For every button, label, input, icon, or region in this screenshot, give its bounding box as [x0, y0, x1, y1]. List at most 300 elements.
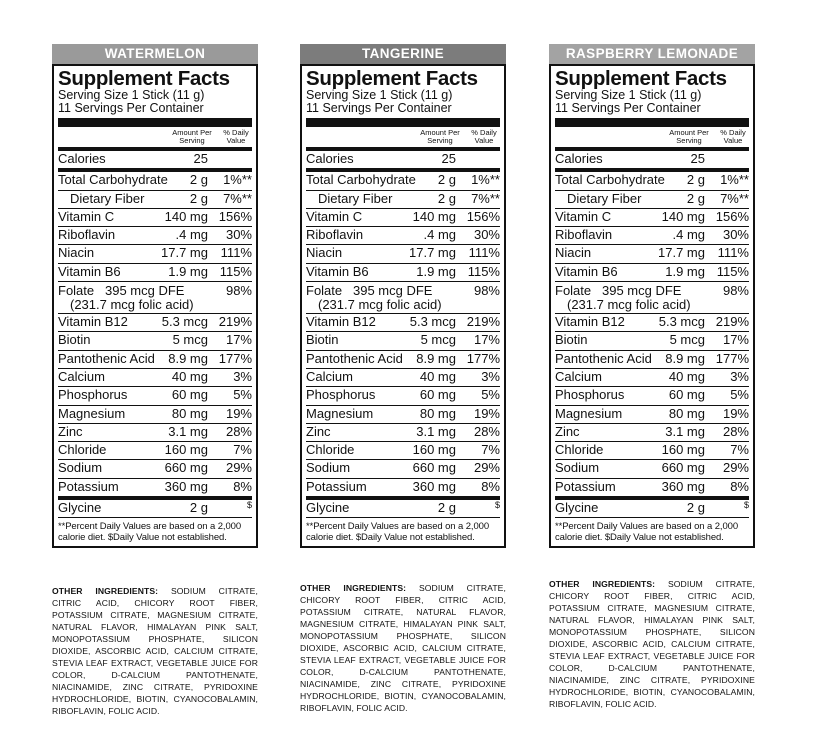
nutrient-name: [58, 500, 190, 517]
nutrient-amount: 80 mg: [419, 405, 456, 421]
daily-value-percent: 3%: [481, 368, 500, 384]
daily-value-percent: [214, 151, 252, 168]
nutrient-amount: 60 mg: [171, 387, 208, 403]
nutrient-name: [58, 172, 190, 189]
nutrient-label: Vitamin C: [306, 208, 363, 224]
amount-per-serving-header: Amount Per Serving: [669, 128, 709, 145]
nutrient-row: [306, 191, 500, 209]
nutrient-label: Sodium: [58, 460, 103, 476]
daily-value-percent: 1%**: [223, 172, 252, 188]
thick-divider: [58, 118, 252, 127]
nutrient-row: [306, 314, 500, 332]
nutrient-label: Vitamin B12: [555, 314, 625, 330]
daily-value-header: % Daily Value: [471, 128, 497, 145]
daily-value-header: % Daily Value: [720, 128, 746, 145]
nutrient-amount: 8.9 mg: [665, 350, 705, 366]
ingredients-text: SODIUM CITRATE, CITRIC ACID, CHICORY ROOT FIBER, POTASSIUM CITRATE, MAGNESIUM CITRATE, NATURAL FLAVOR, HIMALAYAN PINK SALT, MONOPOTASSIUM PHOSPHATE, SILICON DIOXIDE, ASCORBIC ACID, CALCIUM CITRATE, STEVIA LEAF EXTRACT, VEGETABLE JUICE FOR COLOR, D-CALCIUM PANTOTHENATE, NIACINAMIDE, ZINC CITRATE, PYRIDOXINE HYDROCHLORIDE, BIOTIN, CYANOCOBALAMIN, RIBOFLAVIN, FOLIC ACID.: [52, 586, 258, 716]
nutrient-amount: 1.9 mg: [168, 263, 208, 279]
nutrient-amount: 395 mcg DFE: [104, 284, 185, 299]
daily-value-percent: 7%**: [471, 190, 500, 206]
nutrient-amount: 395 mcg DFE: [352, 284, 433, 299]
nutrient-row: [58, 332, 252, 350]
nutrient-row: [58, 442, 252, 460]
daily-value-percent: 115%: [467, 263, 500, 279]
daily-value-percent: 7%**: [720, 190, 749, 206]
nutrient-name: [58, 245, 161, 262]
servings-per-container: 11 Servings Per Container: [58, 101, 204, 115]
nutrient-amount: 17.7 mg: [161, 245, 208, 261]
nutrient-name: [58, 424, 168, 441]
nutrient-label: Total Carbohydrate: [555, 172, 665, 188]
nutrient-row: [306, 500, 500, 518]
daily-value-percent: 17%: [473, 332, 500, 348]
nutrient-row: [306, 245, 500, 263]
nutrient-name: [555, 284, 711, 312]
daily-value-percent: 1%**: [720, 172, 749, 188]
nutrient-row: [58, 387, 252, 405]
nutrient-row: [58, 424, 252, 442]
nutrient-row: [555, 406, 749, 424]
nutrient-name: [306, 351, 416, 368]
nutrient-name: [555, 424, 665, 441]
nutrient-row: [555, 245, 749, 263]
nutrient-name: [555, 442, 662, 459]
nutrient-amount: 25: [193, 151, 208, 166]
nutrient-label: Phosphorus: [58, 387, 128, 403]
nutrient-row: [555, 227, 749, 245]
nutrient-name: [58, 191, 190, 208]
nutrient-name: [555, 151, 691, 168]
nutrient-label: Riboflavin: [555, 227, 613, 243]
nutrient-label: Folate: [58, 284, 95, 299]
daily-value-percent: 177%: [218, 350, 252, 366]
daily-value-percent: 111%: [468, 245, 500, 261]
nutrient-label: Calcium: [555, 368, 602, 384]
supplement-panel-raspberry-lemonade: [549, 44, 755, 548]
serving-size: Serving Size 1 Stick (11 g): [555, 88, 702, 102]
column-header: [306, 129, 500, 147]
nutrient-row: [555, 264, 749, 282]
nutrient-row: [306, 406, 500, 424]
nutrient-name: [555, 500, 687, 517]
nutrient-amount: 660 mg: [661, 460, 705, 476]
nutrient-amount: 2 g: [189, 172, 208, 188]
serving-size: Serving Size 1 Stick (11 g): [306, 88, 453, 102]
ingredients-text: SODIUM CITRATE, CHICORY ROOT FIBER, CITRIC ACID, POTASSIUM CITRATE, MAGNESIUM CITRATE, NATURAL FLAVOR, HIMALAYAN PINK SALT, MONOPOTASSIUM PHOSPHATE, SILICON DIOXIDE, ASCORBIC ACID, CALCIUM CITRATE, STEVIA LEAF EXTRACT, VEGETABLE JUICE FOR COLOR, D-CALCIUM PANTOTHENATE, NIACINAMIDE, ZINC CITRATE, PYRIDOXINE HYDROCHLORIDE, BIOTIN, CYANOCOBALAMIN, RIBOFLAVIN, FOLIC ACID.: [549, 579, 755, 709]
nutrient-row: [306, 442, 500, 460]
nutrient-row: [306, 151, 500, 172]
nutrient-label: Dietary Fiber: [567, 190, 642, 206]
daily-value-percent: 17%: [225, 332, 252, 348]
nutrient-name: [555, 209, 662, 226]
ingredients-text: SODIUM CITRATE, CHICORY ROOT FIBER, CITRIC ACID, POTASSIUM CITRATE, NATURAL FLAVOR, MAGNESIUM CITRATE, HIMALAYAN PINK SALT, MONOPOTASSIUM PHOSPHATE, SILICON DIOXIDE, ASCORBIC ACID, CALCIUM CITRATE, STEVIA LEAF EXTRACT, VEGETABLE JUICE FOR COLOR, D-CALCIUM PANTOTHENATE, NIACINAMIDE, ZINC CITRATE, PYRIDOXINE HYDROCHLORIDE, BIOTIN, CYANOCOBALAMIN, RIBOFLAVIN, FOLIC ACID.: [300, 583, 506, 713]
daily-value-percent: 28%: [722, 423, 749, 439]
daily-value-percent: 17%: [722, 332, 749, 348]
nutrient-row: [555, 314, 749, 332]
nutrient-name: [58, 351, 168, 368]
nutrient-amount: 2 g: [686, 172, 705, 188]
nutrient-row: [555, 500, 749, 518]
nutrient-amount: 17.7 mg: [409, 245, 456, 261]
nutrient-row: [306, 369, 500, 387]
nutrient-label: Chloride: [58, 442, 107, 458]
nutrient-name: [306, 284, 462, 312]
amount-per-serving-header: Amount Per Serving: [420, 128, 460, 145]
nutrient-label: Dietary Fiber: [70, 190, 145, 206]
daily-value-percent: 28%: [225, 423, 252, 439]
daily-value-percent: 219%: [715, 314, 749, 330]
nutrient-name: [555, 227, 672, 244]
nutrient-row: [58, 460, 252, 478]
daily-value-percent: $: [743, 500, 749, 511]
nutrient-label: Biotin: [555, 332, 588, 348]
nutrient-name: [306, 245, 409, 262]
nutrient-amount: 160 mg: [661, 442, 705, 458]
nutrient-name: [306, 332, 421, 349]
nutrient-name: [58, 406, 172, 423]
daily-value-percent: 8%: [233, 478, 252, 494]
nutrient-row: [555, 332, 749, 350]
nutrient-subnote: (231.7 mcg folic acid): [318, 297, 442, 313]
daily-value-percent: 156%: [466, 208, 500, 224]
daily-value-percent: 19%: [722, 405, 749, 421]
nutrient-subnote: (231.7 mcg folic acid): [567, 297, 691, 313]
nutrient-name: [306, 406, 420, 423]
supplement-panel-tangerine: [300, 44, 506, 548]
nutrient-name: [555, 479, 662, 496]
nutrient-row: [58, 264, 252, 282]
nutrient-amount: 80 mg: [668, 405, 705, 421]
nutrient-amount: 2 g: [437, 500, 456, 516]
nutrient-row: [306, 332, 500, 350]
nutrient-row: [58, 406, 252, 424]
nutrient-label: Vitamin C: [555, 208, 612, 224]
daily-value-percent: 7%: [481, 442, 500, 458]
nutrient-row: [306, 424, 500, 442]
nutrient-amount: 360 mg: [412, 478, 456, 494]
nutrient-label: Sodium: [306, 460, 351, 476]
nutrient-name: [306, 479, 413, 496]
nutrient-name: [306, 227, 423, 244]
nutrient-label: Pantothenic Acid: [306, 350, 403, 366]
daily-value-percent: 219%: [218, 314, 252, 330]
nutrient-name: [555, 172, 687, 189]
daily-value-percent: $: [246, 500, 252, 511]
nutrient-amount: 40 mg: [419, 368, 456, 384]
supplement-facts-box: [52, 64, 258, 548]
nutrient-label: Pantothenic Acid: [58, 350, 155, 366]
nutrient-name: [306, 209, 413, 226]
nutrient-amount: 1.9 mg: [416, 263, 456, 279]
nutrient-amount: 660 mg: [412, 460, 456, 476]
nutrient-row: [58, 479, 252, 500]
nutrient-name: [555, 332, 670, 349]
nutrient-label: Biotin: [306, 332, 339, 348]
nutrient-row: [555, 369, 749, 387]
daily-value-percent: 98%: [473, 283, 500, 299]
nutrient-name: [306, 314, 410, 331]
daily-value-percent: $: [494, 500, 500, 511]
nutrient-row: [555, 209, 749, 227]
nutrient-name: [58, 332, 173, 349]
nutrient-name: [555, 245, 658, 262]
daily-value-percent: 5%: [233, 387, 252, 403]
serving-size: Serving Size 1 Stick (11 g): [58, 88, 205, 102]
flavor-banner: WATERMELON: [52, 44, 258, 64]
daily-value-percent: 8%: [730, 478, 749, 494]
nutrient-name: [555, 369, 669, 386]
daily-value-percent: 5%: [481, 387, 500, 403]
nutrient-label: Zinc: [306, 423, 331, 439]
daily-value-percent: 115%: [219, 263, 252, 279]
daily-value-percent: 111%: [717, 245, 749, 261]
ingredients-label: OTHER INGREDIENTS:: [52, 586, 159, 596]
ingredients-raspberry-lemonade: [549, 578, 755, 710]
nutrient-row: [555, 282, 749, 314]
nutrient-label: Dietary Fiber: [318, 190, 393, 206]
daily-value-percent: 7%: [730, 442, 749, 458]
nutrient-row: [306, 479, 500, 500]
nutrient-label: Magnesium: [306, 405, 374, 421]
nutrient-row: [306, 227, 500, 245]
nutrient-label: Glycine: [555, 500, 599, 516]
nutrient-label: Vitamin B6: [306, 263, 369, 279]
daily-value-percent: 111%: [220, 245, 252, 261]
nutrient-amount: 8.9 mg: [168, 350, 208, 366]
servings-per-container: 11 Servings Per Container: [555, 101, 701, 115]
daily-value-percent: [711, 151, 749, 168]
footnote: **Percent Daily Values are based on a 2,000 calorie diet. $Daily Value not established.: [555, 521, 739, 544]
nutrient-row: [555, 191, 749, 209]
nutrient-amount: 2 g: [437, 190, 456, 206]
nutrient-amount: 160 mg: [412, 442, 456, 458]
column-header: [58, 129, 252, 147]
nutrient-name: [306, 172, 438, 189]
nutrient-amount: 3.1 mg: [665, 423, 705, 439]
nutrient-row: [306, 351, 500, 369]
daily-value-percent: 8%: [481, 478, 500, 494]
nutrient-label: Vitamin B6: [555, 263, 618, 279]
nutrient-label: Biotin: [58, 332, 91, 348]
nutrient-label: Folate: [555, 284, 592, 299]
nutrient-label: Glycine: [306, 500, 350, 516]
nutrient-amount: 3.1 mg: [416, 423, 456, 439]
nutrient-label: Vitamin B6: [58, 263, 121, 279]
nutrient-label: Riboflavin: [58, 227, 116, 243]
nutrient-amount: 40 mg: [171, 368, 208, 384]
daily-value-percent: 19%: [225, 405, 252, 421]
nutrient-label: Calcium: [306, 368, 353, 384]
nutrient-name: [306, 500, 438, 517]
nutrient-label: Magnesium: [58, 405, 126, 421]
nutrient-amount: 2 g: [686, 500, 705, 516]
facts-title: Supplement Facts: [555, 67, 727, 90]
nutrient-name: [555, 406, 669, 423]
flavor-banner: TANGERINE: [300, 44, 506, 64]
daily-value-percent: 29%: [473, 460, 500, 476]
nutrient-label: Zinc: [555, 423, 580, 439]
daily-value-percent: 7%: [233, 442, 252, 458]
daily-value-percent: 30%: [473, 227, 500, 243]
nutrient-amount: 40 mg: [668, 368, 705, 384]
nutrient-amount: 60 mg: [668, 387, 705, 403]
nutrient-name: [58, 209, 165, 226]
nutrient-label: Folate: [306, 284, 343, 299]
nutrient-name: [555, 460, 662, 477]
nutrient-label: Zinc: [58, 423, 83, 439]
thick-divider: [306, 118, 500, 127]
nutrient-amount: 5.3 mcg: [161, 314, 208, 330]
nutrient-label: Potassium: [555, 478, 616, 494]
flavor-banner: RASPBERRY LEMONADE: [549, 44, 755, 64]
nutrient-label: Potassium: [306, 478, 367, 494]
nutrient-row: [555, 172, 749, 190]
nutrient-row: [58, 191, 252, 209]
nutrient-name: [306, 442, 413, 459]
nutrient-row: [58, 227, 252, 245]
nutrient-name: [555, 351, 665, 368]
nutrient-row: [555, 460, 749, 478]
nutrient-row: [306, 172, 500, 190]
nutrient-row: [555, 151, 749, 172]
nutrient-label: Niacin: [306, 245, 343, 261]
supplement-facts-box: [300, 64, 506, 548]
daily-value-percent: 177%: [466, 350, 500, 366]
nutrient-amount: 2 g: [686, 190, 705, 206]
nutrient-amount: .4 mg: [672, 227, 705, 243]
nutrient-label: Chloride: [306, 442, 355, 458]
nutrient-row: [58, 245, 252, 263]
nutrient-label: Total Carbohydrate: [306, 172, 416, 188]
nutrient-amount: 5 mcg: [420, 332, 456, 348]
nutrient-amount: 5 mcg: [172, 332, 208, 348]
footnote: **Percent Daily Values are based on a 2,000 calorie diet. $Daily Value not established.: [306, 521, 490, 544]
column-header: [555, 129, 749, 147]
daily-value-percent: 156%: [715, 208, 749, 224]
nutrient-label: Calories: [58, 151, 106, 166]
nutrient-amount: 25: [441, 151, 456, 166]
nutrient-label: Glycine: [58, 500, 102, 516]
daily-value-percent: 5%: [730, 387, 749, 403]
nutrient-row: [306, 387, 500, 405]
nutrient-amount: 140 mg: [164, 208, 208, 224]
nutrient-name: [306, 151, 442, 168]
nutrient-name: [58, 387, 172, 404]
nutrient-amount: 160 mg: [164, 442, 208, 458]
daily-value-percent: 3%: [233, 368, 252, 384]
nutrient-row: [306, 209, 500, 227]
nutrient-name: [306, 460, 413, 477]
daily-value-percent: 156%: [218, 208, 252, 224]
thick-divider: [555, 118, 749, 127]
nutrient-amount: 140 mg: [661, 208, 705, 224]
nutrient-name: [58, 284, 214, 312]
ingredients-label: OTHER INGREDIENTS:: [549, 579, 656, 589]
nutrient-label: Pantothenic Acid: [555, 350, 652, 366]
nutrient-label: Vitamin B12: [306, 314, 376, 330]
nutrient-subnote: (231.7 mcg folic acid): [70, 297, 194, 313]
ingredients-tangerine: [300, 582, 506, 714]
daily-value-percent: 30%: [722, 227, 749, 243]
nutrient-row: [306, 282, 500, 314]
nutrient-amount: 2 g: [437, 172, 456, 188]
daily-value-percent: 98%: [722, 283, 749, 299]
nutrient-row: [555, 351, 749, 369]
nutrient-amount: 140 mg: [412, 208, 456, 224]
nutrient-label: Vitamin B12: [58, 314, 128, 330]
facts-title: Supplement Facts: [306, 67, 478, 90]
nutrient-name: [58, 460, 165, 477]
nutrient-amount: 395 mcg DFE: [601, 284, 682, 299]
nutrient-row: [58, 209, 252, 227]
nutrient-label: Calcium: [58, 368, 105, 384]
nutrient-label: Vitamin C: [58, 208, 115, 224]
nutrient-label: Riboflavin: [306, 227, 364, 243]
daily-value-percent: 1%**: [471, 172, 500, 188]
footnote: **Percent Daily Values are based on a 2,000 calorie diet. $Daily Value not established.: [58, 521, 242, 544]
nutrient-label: Calories: [306, 151, 354, 166]
nutrient-row: [58, 151, 252, 172]
nutrient-name: [555, 387, 669, 404]
nutrient-amount: .4 mg: [423, 227, 456, 243]
daily-value-percent: 219%: [466, 314, 500, 330]
nutrient-amount: 25: [690, 151, 705, 166]
nutrient-amount: 360 mg: [164, 478, 208, 494]
nutrient-label: Phosphorus: [306, 387, 376, 403]
nutrient-name: [306, 424, 416, 441]
nutrient-row: [58, 500, 252, 518]
nutrient-amount: 60 mg: [419, 387, 456, 403]
servings-per-container: 11 Servings Per Container: [306, 101, 452, 115]
nutrient-row: [58, 351, 252, 369]
daily-value-percent: 19%: [473, 405, 500, 421]
nutrient-label: Total Carbohydrate: [58, 172, 168, 188]
daily-value-percent: 30%: [225, 227, 252, 243]
daily-value-percent: 7%**: [223, 190, 252, 206]
facts-title: Supplement Facts: [58, 67, 230, 90]
nutrient-name: [555, 264, 665, 281]
nutrient-label: Calories: [555, 151, 603, 166]
nutrient-amount: 1.9 mg: [665, 263, 705, 279]
nutrient-row: [58, 314, 252, 332]
nutrient-label: Chloride: [555, 442, 604, 458]
nutrient-amount: 5 mcg: [669, 332, 705, 348]
daily-value-percent: 177%: [715, 350, 749, 366]
nutrient-name: [555, 191, 687, 208]
daily-value-percent: 29%: [722, 460, 749, 476]
nutrient-label: Niacin: [555, 245, 592, 261]
nutrient-amount: 5.3 mcg: [658, 314, 705, 330]
daily-value-percent: 115%: [716, 263, 749, 279]
daily-value-percent: [462, 151, 500, 168]
nutrient-row: [306, 264, 500, 282]
nutrient-name: [306, 387, 420, 404]
nutrient-name: [58, 442, 165, 459]
nutrient-row: [58, 369, 252, 387]
supplement-panel-watermelon: [52, 44, 258, 548]
nutrient-name: [58, 227, 175, 244]
nutrient-amount: 5.3 mcg: [409, 314, 456, 330]
ingredients-watermelon: [52, 585, 258, 717]
daily-value-percent: 98%: [225, 283, 252, 299]
nutrient-name: [306, 369, 420, 386]
nutrient-amount: 2 g: [189, 500, 208, 516]
nutrient-amount: 2 g: [189, 190, 208, 206]
nutrient-amount: 17.7 mg: [658, 245, 705, 261]
nutrient-name: [306, 264, 416, 281]
nutrient-row: [555, 479, 749, 500]
nutrient-label: Potassium: [58, 478, 119, 494]
